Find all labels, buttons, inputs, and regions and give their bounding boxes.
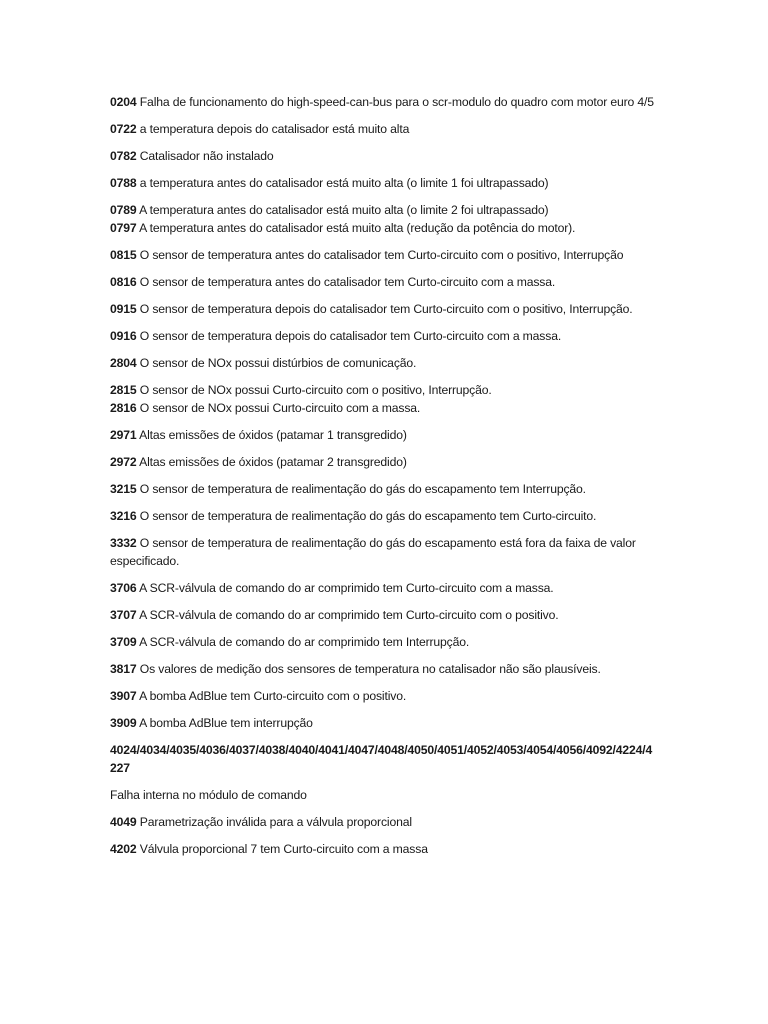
fault-entry-2804 xyxy=(110,354,658,372)
fault-description: O sensor de temperatura antes do catalisador tem Curto-circuito com o positivo, Interrupção xyxy=(139,248,624,262)
fault-description: O sensor de temperatura depois do catalisador tem Curto-circuito com o positivo, Interrupção. xyxy=(139,302,633,316)
fault-description: Válvula proporcional 7 tem Curto-circuito com a massa xyxy=(139,842,428,856)
fault-description: A SCR-válvula de comando do ar comprimido tem Curto-circuito com o positivo. xyxy=(139,608,559,622)
fault-entry-0204 xyxy=(110,93,658,111)
fault-entry-3709 xyxy=(110,633,658,651)
fault-code: 3707 xyxy=(110,608,137,622)
fault-entry-3817 xyxy=(110,660,658,678)
fault-code: 2816 xyxy=(110,401,137,415)
fault-description: O sensor de temperatura de realimentação do gás do escapamento está fora da faixa de valor especificado. xyxy=(110,536,636,568)
fault-entry-3909 xyxy=(110,714,658,732)
fault-description: O sensor de NOx possui Curto-circuito com a massa. xyxy=(139,401,421,415)
fault-entry-0797 xyxy=(110,219,658,237)
fault-entry-3706 xyxy=(110,579,658,597)
fault-description: O sensor de temperatura depois do catalisador tem Curto-circuito com a massa. xyxy=(139,329,562,343)
fault-entry-3907 xyxy=(110,687,658,705)
fault-entry-4202 xyxy=(110,840,658,858)
fault-entry-2971 xyxy=(110,426,658,444)
fault-description: A temperatura antes do catalisador está muito alta (o limite 2 foi ultrapassado) xyxy=(139,203,549,217)
fault-code: 3216 xyxy=(110,509,137,523)
fault-code-list xyxy=(110,93,658,867)
fault-code: 0916 xyxy=(110,329,137,343)
fault-entry-0722 xyxy=(110,120,658,138)
fault-code: 0788 xyxy=(110,176,137,190)
fault-description: Altas emissões de óxidos (patamar 1 transgredido) xyxy=(139,428,407,442)
fault-entry-0916 xyxy=(110,327,658,345)
fault-description: a temperatura depois do catalisador está muito alta xyxy=(139,122,410,136)
fault-entry-3332 xyxy=(110,534,658,570)
fault-entry-2972 xyxy=(110,453,658,471)
fault-code: 0782 xyxy=(110,149,137,163)
fault-entry-2815 xyxy=(110,381,658,399)
fault-description: A SCR-válvula de comando do ar comprimido tem Curto-circuito com a massa. xyxy=(139,581,554,595)
fault-code: 2804 xyxy=(110,356,137,370)
fault-description: A temperatura antes do catalisador está muito alta (redução da potência do motor). xyxy=(139,221,576,235)
fault-code: 3709 xyxy=(110,635,137,649)
fault-code: 0722 xyxy=(110,122,137,136)
fault-description: Catalisador não instalado xyxy=(139,149,274,163)
fault-code: 3332 xyxy=(110,536,137,550)
fault-code: 3706 xyxy=(110,581,137,595)
fault-description: Parametrização inválida para a válvula proporcional xyxy=(139,815,412,829)
fault-entry-0789 xyxy=(110,201,658,219)
fault-entry-0816 xyxy=(110,273,658,291)
fault-description: Altas emissões de óxidos (patamar 2 transgredido) xyxy=(139,455,407,469)
fault-code: 2972 xyxy=(110,455,137,469)
fault-entry-0915 xyxy=(110,300,658,318)
fault-code: 3907 xyxy=(110,689,137,703)
fault-code: 3215 xyxy=(110,482,137,496)
fault-code: 0915 xyxy=(110,302,137,316)
fault-code: 3909 xyxy=(110,716,137,730)
fault-code-group-description: Falha interna no módulo de comando xyxy=(110,788,307,802)
fault-description: O sensor de temperatura antes do catalisador tem Curto-circuito com a massa. xyxy=(139,275,556,289)
fault-code: 0815 xyxy=(110,248,137,262)
fault-description: a temperatura antes do catalisador está muito alta (o limite 1 foi ultrapassado) xyxy=(139,176,549,190)
fault-entry-3707 xyxy=(110,606,658,624)
fault-code: 0204 xyxy=(110,95,137,109)
fault-entry-0815 xyxy=(110,246,658,264)
fault-code: 0816 xyxy=(110,275,137,289)
fault-description: A bomba AdBlue tem Curto-circuito com o positivo. xyxy=(139,689,407,703)
fault-code: 2971 xyxy=(110,428,137,442)
fault-description: O sensor de NOx possui distúrbios de comunicação. xyxy=(139,356,417,370)
fault-code-group xyxy=(110,741,658,777)
fault-description: A bomba AdBlue tem interrupção xyxy=(139,716,313,730)
fault-code: 0797 xyxy=(110,221,137,235)
fault-description: Falha de funcionamento do high-speed-can-bus para o scr-modulo do quadro com motor euro 4/5 xyxy=(139,95,654,109)
fault-entry-0782 xyxy=(110,147,658,165)
fault-entry-0788 xyxy=(110,174,658,192)
fault-description: O sensor de temperatura de realimentação do gás do escapamento tem Interrupção. xyxy=(139,482,586,496)
fault-code: 4202 xyxy=(110,842,137,856)
fault-code: 4049 xyxy=(110,815,137,829)
fault-description: O sensor de temperatura de realimentação do gás do escapamento tem Curto-circuito. xyxy=(139,509,597,523)
fault-description: O sensor de NOx possui Curto-circuito com o positivo, Interrupção. xyxy=(139,383,492,397)
fault-entry-3216 xyxy=(110,507,658,525)
fault-description: A SCR-válvula de comando do ar comprimido tem Interrupção. xyxy=(139,635,470,649)
fault-code-group-list: 4024/4034/4035/4036/4037/4038/4040/4041/4047/4048/4050/4051/4052/4053/4054/4056/4092/4224/4227 xyxy=(110,743,653,775)
fault-entry-4049 xyxy=(110,813,658,831)
fault-entry-2816 xyxy=(110,399,658,417)
fault-description: Os valores de medição dos sensores de temperatura no catalisador não são plausíveis. xyxy=(139,662,601,676)
fault-entry-3215 xyxy=(110,480,658,498)
fault-code: 3817 xyxy=(110,662,137,676)
fault-code: 0789 xyxy=(110,203,137,217)
fault-code: 2815 xyxy=(110,383,137,397)
